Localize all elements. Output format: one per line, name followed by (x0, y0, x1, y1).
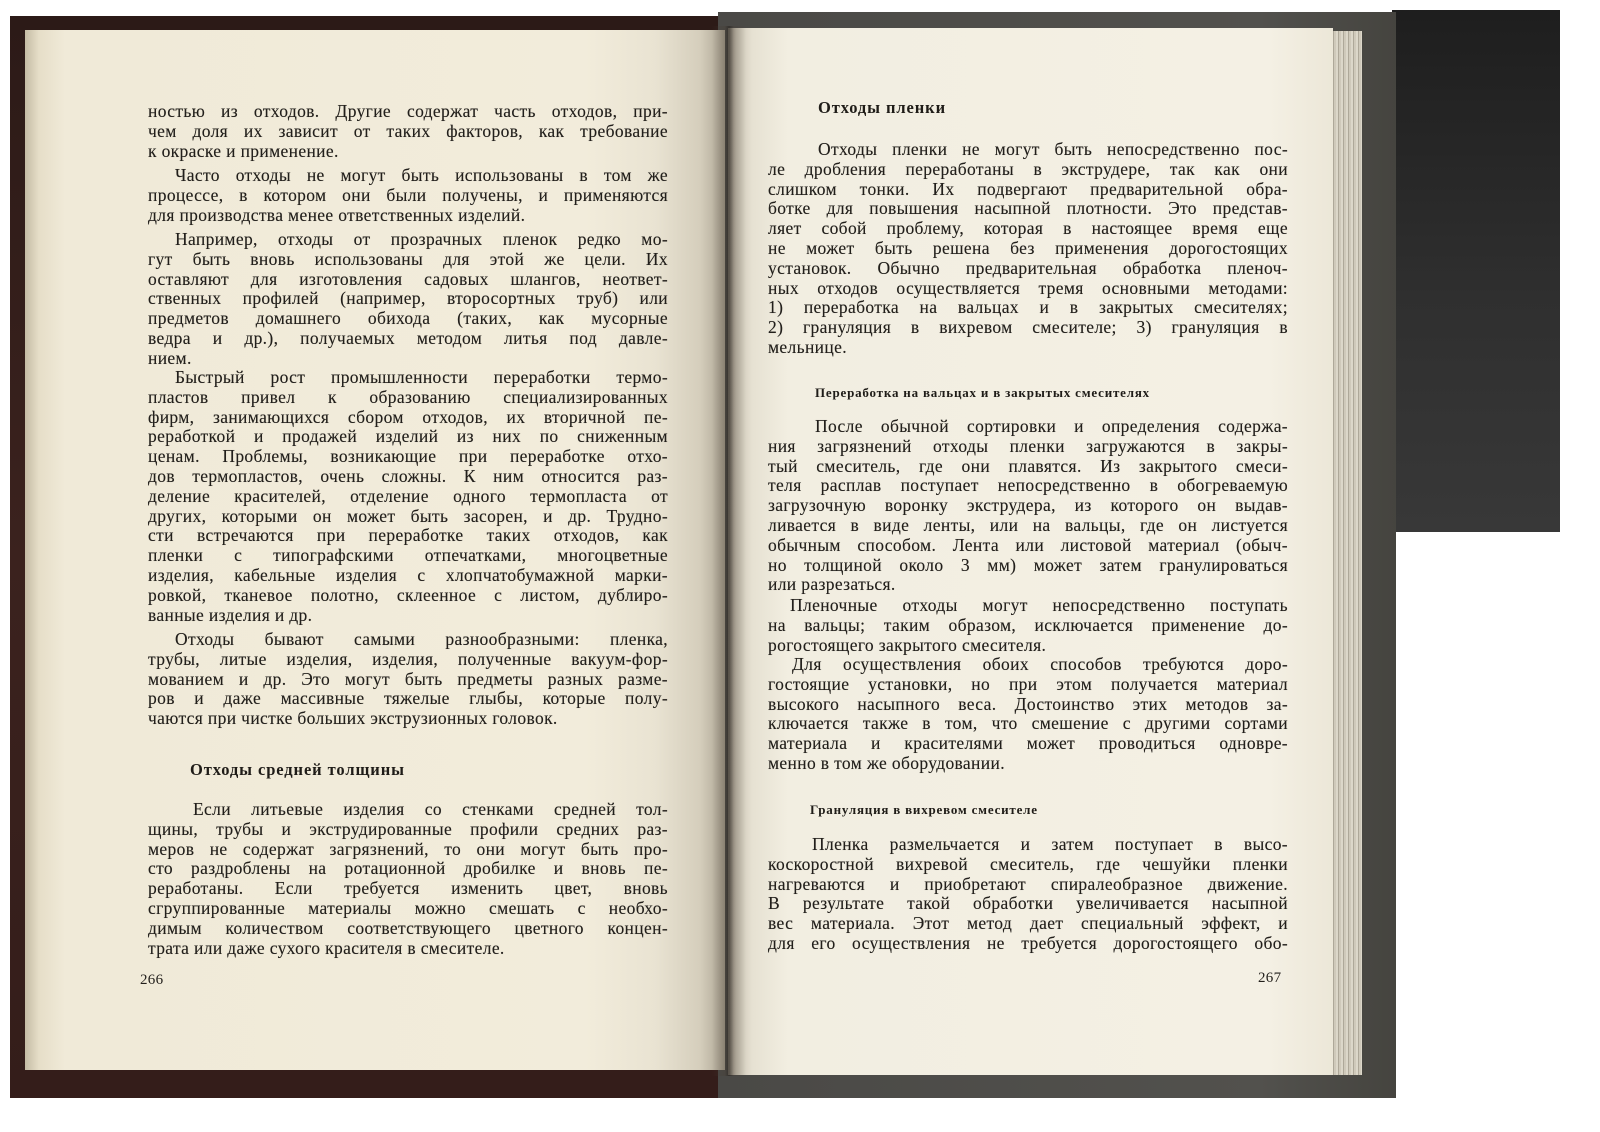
text-line: ведра и др.), получаемых методом литья под давле- (148, 327, 668, 348)
text-line: димым количеством соответствующего цветного концен- (148, 917, 668, 938)
text-line: ровкой, тканевое полотно, склеенное с листом, дублиро- (148, 584, 668, 605)
text-line: ностью из отходов. Другие содержат часть отходов, при- (148, 101, 668, 121)
text-line: ценам. Проблемы, возникающие при переработке отхо- (148, 446, 668, 467)
text-line: материала и красителями может проводиться одновре- (768, 733, 1288, 754)
text-line: Быстрый рост промышленности переработки термо- (175, 367, 668, 387)
text-line: вес материала. Этот метод дает специальный эффект, и (768, 913, 1288, 934)
subsection-heading: Грануляция в вихревом смесителе (810, 802, 1038, 817)
scanner-shadow (1392, 10, 1560, 532)
text-line: нием. (148, 347, 192, 368)
text-line: для его осуществления не требуется дорогостоящего обо- (768, 932, 1288, 953)
text-line: менно в том же оборудовании. (768, 752, 1005, 773)
text-line: щины, трубы и экструдированные профили средних раз- (148, 818, 668, 839)
text-line: высокого насыпного веса. Достоинство этих методов за- (768, 693, 1288, 714)
paragraph (148, 800, 668, 958)
text-line: или разрезаться. (768, 574, 896, 595)
text-line: меров не содержат загрязнений, то они могут быть про- (148, 838, 668, 859)
text-line: ле дробления переработаны в экструдере, так как они (768, 158, 1288, 179)
paragraph (768, 655, 1288, 774)
text-line: оставляют для изготовления садовых шлангов, неответ- (148, 268, 668, 289)
text-line: Например, отходы от прозрачных пленок редко мо- (175, 229, 668, 249)
text-line: трата или даже сухого красителя в смесителе. (148, 937, 505, 958)
text-line: на вальцы; таким образом, исключается применение до- (768, 614, 1288, 635)
text-line: реработкой и продажей изделий из них по сниженным (148, 426, 668, 447)
text-line: Для осуществления обоих способов требуются доро- (792, 654, 1288, 674)
text-line: других, которыми он может быть засорен, и др. Трудно- (148, 505, 668, 526)
text-line: В результате такой обработки увеличивается насыпной (768, 893, 1288, 914)
text-line: нагреваются и приобретают спиралеобразное движение. (768, 873, 1288, 894)
text-line: Часто отходы не могут быть использованы в том же (175, 165, 668, 185)
text-line: ния загрязнений отходы пленки загружаются в закры- (768, 435, 1288, 456)
paragraph (768, 140, 1288, 358)
text-line: тый смеситель, где они плавятся. Из закрытого смеси- (768, 455, 1288, 476)
section-heading: Отходы средней толщины (190, 760, 405, 779)
text-line: ванные изделия и др. (148, 604, 313, 625)
text-line: сгруппированные материалы можно смешать с необхо- (148, 897, 668, 918)
text-line: сто раздроблены на ротационной дробилке и вновь пе- (148, 858, 668, 879)
text-line: ботке для повышения насыпной плотности. Это представ- (768, 198, 1288, 219)
subsection-heading: Переработка на вальцах и в закрытых смесителях (815, 385, 1150, 400)
text-line: к окраске и применение. (148, 140, 339, 161)
text-line: фирм, занимающихся сбором отходов, их вторичной пе- (148, 406, 668, 427)
text-line: ключается также в том, что смешение с другими сортами (768, 713, 1288, 734)
page-number: 266 (140, 972, 164, 988)
text-line: слишком тонки. Их подвергают предварительной обра- (768, 178, 1288, 199)
page-number: 267 (1258, 970, 1282, 986)
text-line: коскоростной вихревой смеситель, где чешуйки пленки (768, 853, 1288, 874)
text-line: процессе, в котором они были получены, и применяются (148, 184, 668, 205)
text-line: не может быть решена без применения дорогостоящих (768, 237, 1288, 258)
text-line: Пленка размельчается и затем поступает в высо- (812, 834, 1288, 854)
text-line: теля расплав поступает непосредственно в обогреваемую (768, 475, 1288, 496)
text-line: гут быть вновь использованы для этой же цели. Их (148, 248, 668, 269)
text-line: пластов привел к образованию специализированных (148, 386, 668, 407)
text-line: реработаны. Если требуется изменить цвет, вновь (148, 878, 668, 899)
text-line: Отходы пленки не могут быть непосредственно пос- (818, 139, 1288, 159)
paragraph (148, 166, 668, 225)
gutter-shadow (712, 26, 746, 1076)
page-edges (1331, 31, 1362, 1075)
paragraph (148, 630, 668, 729)
text-line: мованием и др. Это могут быть предметы разных разме- (148, 668, 668, 689)
text-line: обычным способом. Лента или листовой материал (обыч- (768, 534, 1288, 555)
text-line: для производства менее ответственных изделий. (148, 204, 526, 225)
text-line: чаются при чистке больших экструзионных головок. (148, 708, 558, 729)
right-page (728, 28, 1333, 1075)
text-line: деление красителей, отделение одного термопласта от (148, 485, 668, 506)
text-line: пленки с типографскими отпечатками, многоцветные (148, 545, 668, 566)
paragraph (768, 835, 1288, 954)
text-line: ственных профилей (например, второсортных труб) или (148, 288, 668, 309)
text-line: но толщиной около 3 мм) может затем гранулироваться (768, 554, 1288, 575)
text-line: 1) переработка на вальцах и в закрытых смесителях; (768, 297, 1288, 318)
paragraph (768, 596, 1288, 655)
text-line: изделия, кабельные изделия с хлопчатобумажной марки- (148, 564, 668, 585)
text-line: ных отходов осуществляется тремя основными методами: (768, 277, 1288, 298)
text-line: мельнице. (768, 336, 847, 357)
text-line: ляет собой проблему, которая в настоящее время еще (768, 218, 1288, 239)
text-line: ров и даже массивные тяжелые глыбы, которые полу- (148, 688, 668, 709)
paragraph (148, 102, 668, 161)
left-page (25, 30, 725, 1070)
text-line: рогостоящего закрытого смесителя. (768, 634, 1047, 655)
text-line: После обычной сортировки и определения содержа- (815, 416, 1288, 436)
text-line: чем доля их зависит от таких факторов, как требование (148, 120, 668, 141)
text-line: дов термопластов, очень сложны. К ним относится раз- (148, 465, 668, 486)
text-line: ливается в виде ленты, или на вальцы, где он листуется (768, 514, 1288, 535)
text-line: Отходы бывают самыми разнообразными: пленка, (175, 629, 668, 649)
text-line: предметов домашнего обихода (таких, как мусорные (148, 308, 668, 329)
text-line: загрузочную воронку экструдера, из которого он выдав- (768, 495, 1288, 516)
section-heading: Отходы пленки (818, 98, 946, 117)
text-line: установок. Обычно предварительная обработка пленоч- (768, 257, 1288, 278)
text-line: 2) грануляция в вихревом смесителе; 3) грануляция в (768, 317, 1288, 338)
paragraph (148, 230, 668, 369)
paragraph (148, 368, 668, 625)
text-line: Если литьевые изделия со стенками средней тол- (193, 799, 668, 819)
text-line: Пленочные отходы могут непосредственно поступать (790, 595, 1288, 615)
text-line: сти встречаются при переработке таких отходов, как (148, 525, 668, 546)
text-line: гостоящие установки, но при этом получается материал (768, 673, 1288, 694)
text-line: трубы, литые изделия, изделия, полученные вакуум-фор- (148, 648, 668, 669)
paragraph (768, 417, 1288, 595)
